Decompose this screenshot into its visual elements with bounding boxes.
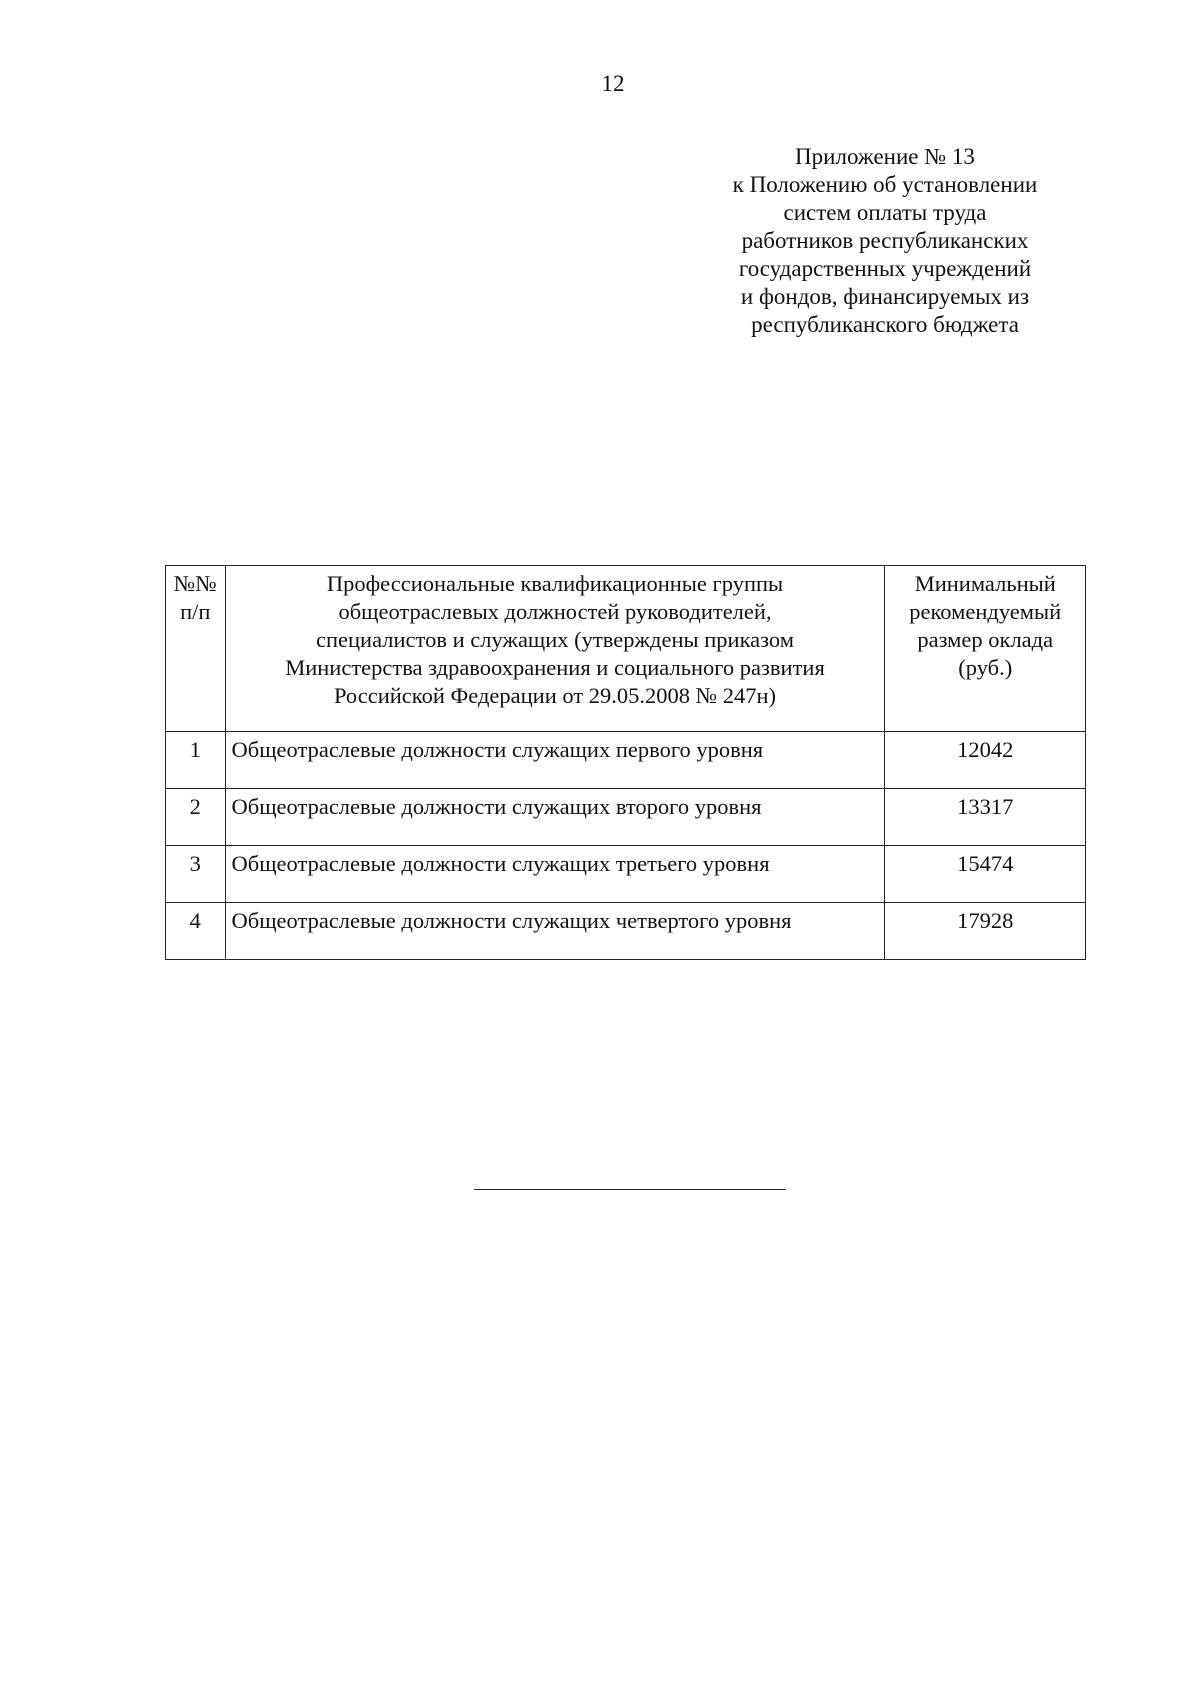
row-group: Общеотраслевые должности служащих третьего уровня <box>225 846 885 903</box>
end-of-document-rule <box>474 1189 786 1190</box>
row-group: Общеотраслевые должности служащих первого уровня <box>225 732 885 789</box>
appendix-line: республиканского бюджета <box>751 312 1019 337</box>
row-salary: 17928 <box>885 903 1086 960</box>
row-num: 3 <box>166 846 226 903</box>
salary-table <box>165 565 1086 960</box>
header-salary-line: Минимальный <box>914 571 1056 596</box>
row-salary: 13317 <box>885 789 1086 846</box>
header-num-line: п/п <box>180 599 211 624</box>
header-group-line: Министерства здравоохранения и социального развития <box>285 655 825 680</box>
header-group-line: Профессиональные квалификационные группы <box>326 571 784 596</box>
row-group: Общеотраслевые должности служащих второго уровня <box>225 789 885 846</box>
appendix-title: Приложение № 13 <box>795 144 975 169</box>
table-row <box>166 903 1086 960</box>
header-salary-cell <box>885 566 1086 732</box>
page-number: 12 <box>601 71 625 96</box>
header-num-line: №№ <box>173 571 217 596</box>
header-group-line: общеотраслевых должностей руководителей, <box>338 599 772 624</box>
table-row <box>166 789 1086 846</box>
table-header-row <box>166 566 1086 732</box>
appendix-line: к Положению об установлении <box>732 172 1038 197</box>
row-salary: 15474 <box>885 846 1086 903</box>
row-salary: 12042 <box>885 732 1086 789</box>
header-salary-line: (руб.) <box>958 655 1013 680</box>
appendix-line: работников республиканских <box>741 228 1029 253</box>
row-num: 4 <box>166 903 226 960</box>
appendix-line: государственных учреждений <box>738 256 1032 281</box>
table-row <box>166 732 1086 789</box>
header-group-cell <box>225 566 885 732</box>
header-salary-line: размер оклада <box>917 627 1054 652</box>
table-row <box>166 846 1086 903</box>
header-salary-line: рекомендуемый <box>909 599 1062 624</box>
row-group: Общеотраслевые должности служащих четвертого уровня <box>225 903 885 960</box>
appendix-header <box>690 143 1080 339</box>
header-num-cell <box>166 566 226 732</box>
appendix-line: и фондов, финансируемых из <box>740 284 1030 309</box>
row-num: 2 <box>166 789 226 846</box>
header-group-line: Российской Федерации от 29.05.2008 № 247н) <box>333 683 777 708</box>
header-group-line: специалистов и служащих (утверждены приказом <box>316 627 794 652</box>
row-num: 1 <box>166 732 226 789</box>
appendix-line: систем оплаты труда <box>783 200 987 225</box>
